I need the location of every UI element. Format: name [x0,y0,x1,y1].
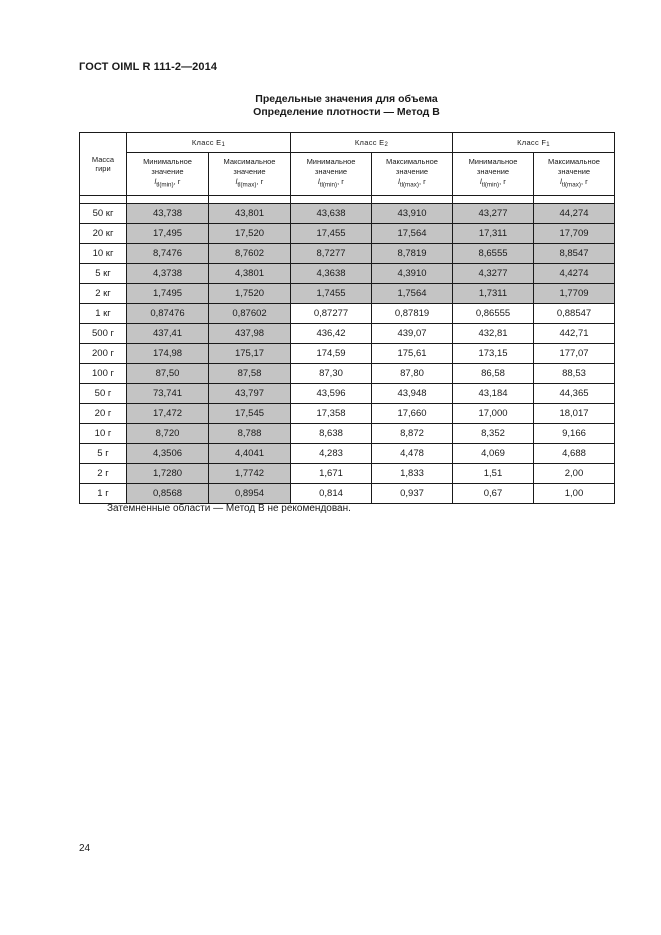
value-cell: 2,00 [534,464,615,484]
value-cell: 432,81 [453,324,534,344]
value-cell: 1,833 [372,464,453,484]
value-cell: 43,638 [291,204,372,224]
class-e1-header: Класс $E_1$ [127,133,291,153]
class-e2-header: Класс $E_2$ [291,133,453,153]
mass-cell: 200 г [80,344,127,364]
value-cell: 1,51 [453,464,534,484]
value-cell: 437,98 [209,324,291,344]
value-cell: 4,3738 [127,264,209,284]
value-cell: 43,596 [291,384,372,404]
value-cell: 8,720 [127,424,209,444]
value-cell: 86,58 [453,364,534,384]
value-cell: 4,3277 [453,264,534,284]
value-cell: 17,545 [209,404,291,424]
value-header-0: Минимальное значение $l_{tl(min)}$, г [127,153,209,196]
value-cell: 44,365 [534,384,615,404]
value-cell: 4,3506 [127,444,209,464]
table-row [80,284,615,304]
value-cell: 8,7602 [209,244,291,264]
table-row [80,344,615,364]
value-header-2: Минимальное значение $l_{tl(min)}$, г [291,153,372,196]
value-cell: 0,8954 [209,484,291,504]
table-row [80,304,615,324]
table-body [80,196,615,504]
mass-cell: 10 г [80,424,127,444]
value-cell: 17,358 [291,404,372,424]
class-f1-header: Класс $F_1$ [453,133,615,153]
mass-cell: 1 кг [80,304,127,324]
value-cell: 87,30 [291,364,372,384]
value-cell: 17,709 [534,224,615,244]
value-cell: 436,42 [291,324,372,344]
value-header-3: Максимальное значение $l_{tl(max)}$, г [372,153,453,196]
value-cell: 43,277 [453,204,534,224]
value-header-5: Максимальное значение $l_{tl(max)}$, г [534,153,615,196]
value-header-1: Максимальное значение $l_{tl(max)}$, г [209,153,291,196]
value-cell: 0,87476 [127,304,209,324]
value-cell: 1,7455 [291,284,372,304]
value-cell: 0,937 [372,484,453,504]
value-header-row [80,153,615,196]
value-cell: 4,688 [534,444,615,464]
value-cell: 1,7742 [209,464,291,484]
value-cell: 8,7819 [372,244,453,264]
value-cell: 87,58 [209,364,291,384]
value-cell: 87,50 [127,364,209,384]
value-cell: 1,7709 [534,284,615,304]
value-cell: 1,7311 [453,284,534,304]
value-cell: 44,274 [534,204,615,224]
table-row [80,244,615,264]
value-cell: 1,7564 [372,284,453,304]
volume-limits-table [79,132,615,504]
value-cell: 174,98 [127,344,209,364]
value-cell: 4,3910 [372,264,453,284]
value-cell: 17,660 [372,404,453,424]
value-cell: 8,788 [209,424,291,444]
mass-column-header: Масса гири [80,133,127,196]
table-row [80,204,615,224]
header-spacer [80,196,615,204]
document-id: ГОСТ OIML R 111-2—2014 [79,61,218,73]
mass-cell: 1 г [80,484,127,504]
value-cell: 43,184 [453,384,534,404]
value-cell: 17,564 [372,224,453,244]
value-cell: 177,07 [534,344,615,364]
value-cell: 1,7495 [127,284,209,304]
table-row [80,224,615,244]
value-cell: 4,283 [291,444,372,464]
value-cell: 0,67 [453,484,534,504]
mass-cell: 5 г [80,444,127,464]
value-cell: 43,910 [372,204,453,224]
value-cell: 1,7520 [209,284,291,304]
value-cell: 8,8547 [534,244,615,264]
page-number: 24 [79,843,91,854]
value-cell: 4,4041 [209,444,291,464]
table-row [80,464,615,484]
value-cell: 0,8568 [127,484,209,504]
value-cell: 0,87819 [372,304,453,324]
mass-cell: 100 г [80,364,127,384]
value-cell: 175,61 [372,344,453,364]
value-cell: 87,80 [372,364,453,384]
value-cell: 4,478 [372,444,453,464]
value-cell: 0,814 [291,484,372,504]
value-cell: 43,948 [372,384,453,404]
table-row [80,484,615,504]
value-cell: 43,797 [209,384,291,404]
value-cell: 1,7280 [127,464,209,484]
value-cell: 173,15 [453,344,534,364]
mass-cell: 50 г [80,384,127,404]
value-cell: 1,00 [534,484,615,504]
value-cell: 17,455 [291,224,372,244]
mass-cell: 5 кг [80,264,127,284]
table-row [80,424,615,444]
value-cell: 8,352 [453,424,534,444]
value-cell: 0,87602 [209,304,291,324]
mass-cell: 50 кг [80,204,127,224]
value-cell: 174,59 [291,344,372,364]
value-cell: 0,86555 [453,304,534,324]
value-cell: 0,87277 [291,304,372,324]
value-cell: 43,738 [127,204,209,224]
value-cell: 17,311 [453,224,534,244]
value-cell: 18,017 [534,404,615,424]
mass-cell: 20 г [80,404,127,424]
value-cell: 4,069 [453,444,534,464]
table-row [80,364,615,384]
mass-cell: 500 г [80,324,127,344]
value-cell: 4,3801 [209,264,291,284]
footnote: Затемненные области — Метод В не рекомендован. [107,503,351,514]
value-cell: 17,520 [209,224,291,244]
table-row [80,384,615,404]
value-cell: 73,741 [127,384,209,404]
value-cell: 8,7277 [291,244,372,264]
value-cell: 442,71 [534,324,615,344]
value-header-4: Минимальное значение $l_{tl(min)}$, г [453,153,534,196]
table-row [80,324,615,344]
table-caption-line2: Определение плотности — Метод В [253,106,440,118]
mass-cell: 2 г [80,464,127,484]
value-cell: 17,000 [453,404,534,424]
table-row [80,404,615,424]
value-cell: 0,88547 [534,304,615,324]
value-cell: 4,4274 [534,264,615,284]
value-cell: 8,638 [291,424,372,444]
value-cell: 17,495 [127,224,209,244]
mass-cell: 10 кг [80,244,127,264]
value-cell: 43,801 [209,204,291,224]
mass-cell: 2 кг [80,284,127,304]
value-cell: 4,3638 [291,264,372,284]
value-cell: 17,472 [127,404,209,424]
table-row [80,444,615,464]
value-cell: 9,166 [534,424,615,444]
value-cell: 439,07 [372,324,453,344]
mass-cell: 20 кг [80,224,127,244]
value-cell: 88,53 [534,364,615,384]
class-header-row [80,133,615,153]
value-cell: 8,6555 [453,244,534,264]
table-caption-line1: Предельные значения для объема [255,93,438,105]
value-cell: 437,41 [127,324,209,344]
value-cell: 175,17 [209,344,291,364]
value-cell: 8,7476 [127,244,209,264]
value-cell: 1,671 [291,464,372,484]
value-cell: 8,872 [372,424,453,444]
table-row [80,264,615,284]
